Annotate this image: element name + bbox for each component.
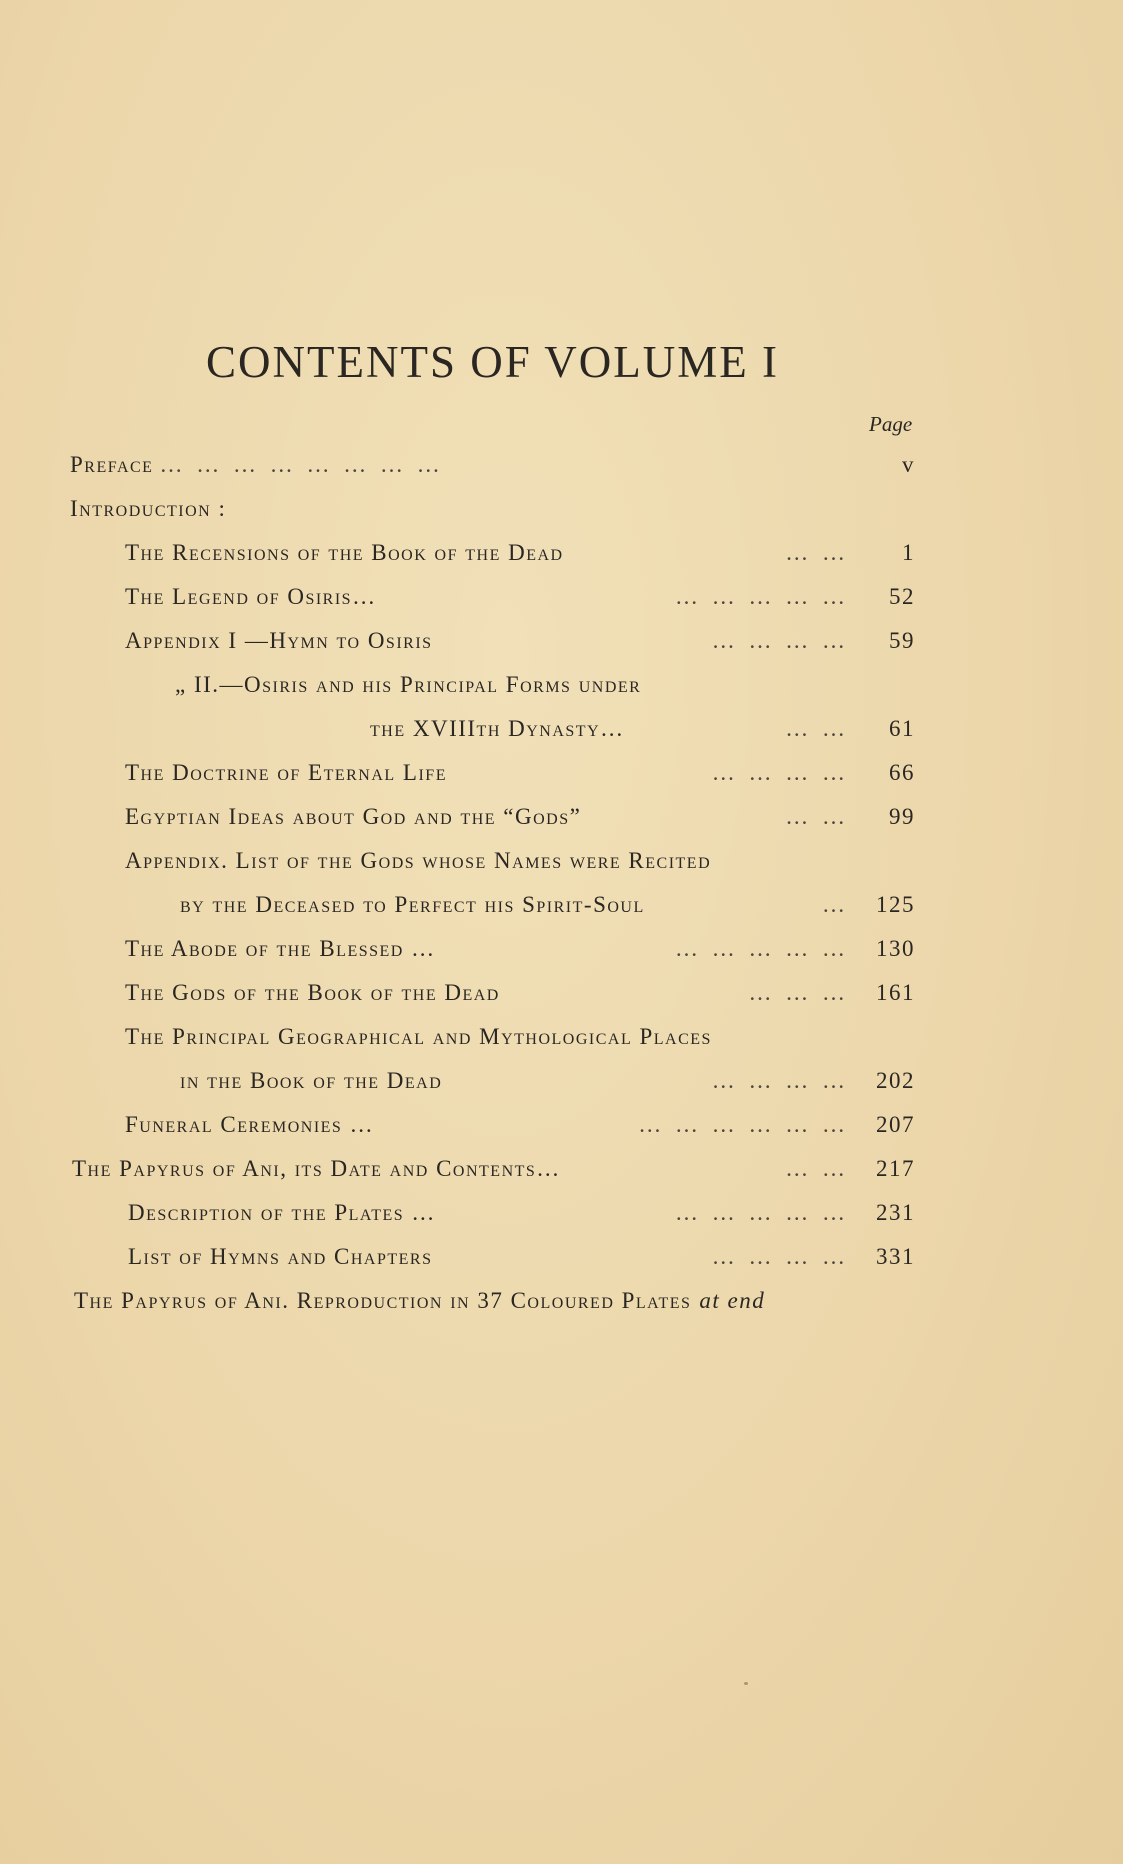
toc-entry-label: Appendix. List of the Gods whose Names were Recited [125, 848, 712, 873]
toc-entry-appendix-list-of-gods [125, 848, 865, 882]
toc-page-number: 66 [889, 760, 915, 785]
toc-entry-label: The Papyrus of Ani, its Date and Contents… [72, 1156, 561, 1181]
toc-entry-recensions [125, 540, 915, 574]
toc-leader-dots: … … [785, 540, 849, 565]
toc-entry-appendix-list-of-gods-cont [180, 892, 915, 926]
toc-leader-dots: … … [785, 1156, 849, 1181]
toc-leader-dots: … … … [748, 980, 849, 1005]
page-column-label: Page [869, 412, 913, 436]
toc-page-number: 61 [889, 716, 915, 741]
toc-page-number: 1 [902, 540, 915, 565]
toc-entry-label: The Abode of the Blessed … [125, 936, 436, 961]
toc-page-number: 52 [889, 584, 915, 609]
toc-entry-label: List of Hymns and Chapters [128, 1244, 433, 1269]
toc-page-number: v [902, 452, 915, 477]
toc-leader-dots: … … … … [711, 1068, 849, 1093]
toc-page-number: 207 [876, 1112, 915, 1137]
toc-entry-label: Description of the Plates … [128, 1200, 436, 1225]
toc-entry-appendix-two [175, 672, 855, 706]
toc-page-number: 217 [876, 1156, 915, 1181]
paper-speck [744, 1682, 748, 1685]
toc-leader-dots: … … [785, 716, 849, 741]
toc-page-number: 59 [889, 628, 915, 653]
toc-entry-label: the XVIIIth Dynasty… [370, 716, 625, 741]
toc-page-number: 161 [876, 980, 915, 1005]
toc-entry-label: Egyptian Ideas about God and the “Gods” [125, 804, 582, 829]
toc-entry-label: The Legend of Osiris… [125, 584, 377, 609]
toc-entry-label: Preface [70, 452, 154, 477]
toc-page-number: 99 [889, 804, 915, 829]
toc-page-number: 125 [876, 892, 915, 917]
toc-entry-abode-of-blessed [125, 936, 915, 970]
toc-leader-dots: … [822, 892, 849, 917]
toc-page-number: 331 [876, 1244, 915, 1269]
toc-entry-preface [70, 452, 915, 486]
toc-entry-label: by the Deceased to Perfect his Spirit-Soul [180, 892, 645, 917]
toc-entry-label: Appendix I —Hymn to Osiris [125, 628, 433, 653]
toc-entry-description-of-plates [128, 1200, 915, 1234]
toc-entry-label: „ II.—Osiris and his Principal Forms under [175, 672, 642, 697]
toc-entry-gods-of-book [125, 980, 915, 1014]
toc-entry-appendix-two-cont [370, 716, 915, 750]
toc-entry-papyrus-date [72, 1156, 915, 1190]
toc-entry-list-of-hymns [128, 1244, 915, 1278]
toc-entry-principal-places-cont [180, 1068, 915, 1102]
toc-entry-label: The Doctrine of Eternal Life [125, 760, 447, 785]
toc-entry-label: in the Book of the Dead [180, 1068, 443, 1093]
toc-leader-dots: … … [785, 804, 849, 829]
toc-leader-dots: … … … … [711, 1244, 849, 1269]
toc-leader-dots: … … … … … … … … [159, 452, 444, 477]
toc-page-number: 130 [876, 936, 915, 961]
toc-page-number: 231 [876, 1200, 915, 1225]
page-title: CONTENTS OF VOLUME I [206, 337, 779, 387]
toc-entry-appendix-one [125, 628, 915, 662]
toc-leader-dots: … … … … [711, 760, 849, 785]
toc-leader-dots: … … … … [711, 628, 849, 653]
toc-entry-egyptian-ideas [125, 804, 915, 838]
toc-leader-dots: … … … … … [675, 584, 849, 609]
toc-page-number: 202 [876, 1068, 915, 1093]
toc-leader-dots: … … … … … [675, 936, 849, 961]
toc-entry-introduction [70, 496, 915, 530]
toc-entry-label: Introduction : [70, 496, 227, 521]
toc-page-number: at end [699, 1288, 766, 1313]
toc-entry-label: The Recensions of the Book of the Dead [125, 540, 564, 565]
toc-entry-funeral-ceremonies [125, 1112, 915, 1146]
toc-entry-label: The Gods of the Book of the Dead [125, 980, 500, 1005]
toc-entry-papyrus-reproduction [74, 1288, 930, 1322]
toc-leader-dots: … … … … … … [638, 1112, 849, 1137]
toc-entry-label: The Principal Geographical and Mythological Places [125, 1024, 712, 1049]
toc-entry-legend-of-osiris [125, 584, 915, 618]
toc-leader-dots: … … … … … [675, 1200, 849, 1225]
toc-entry-principal-places [125, 1024, 865, 1058]
toc-entry-doctrine-eternal-life [125, 760, 915, 794]
toc-entry-label: The Papyrus of Ani. Reproduction in 37 Coloured Plates [74, 1288, 692, 1313]
toc-entry-label: Funeral Ceremonies … [125, 1112, 375, 1137]
